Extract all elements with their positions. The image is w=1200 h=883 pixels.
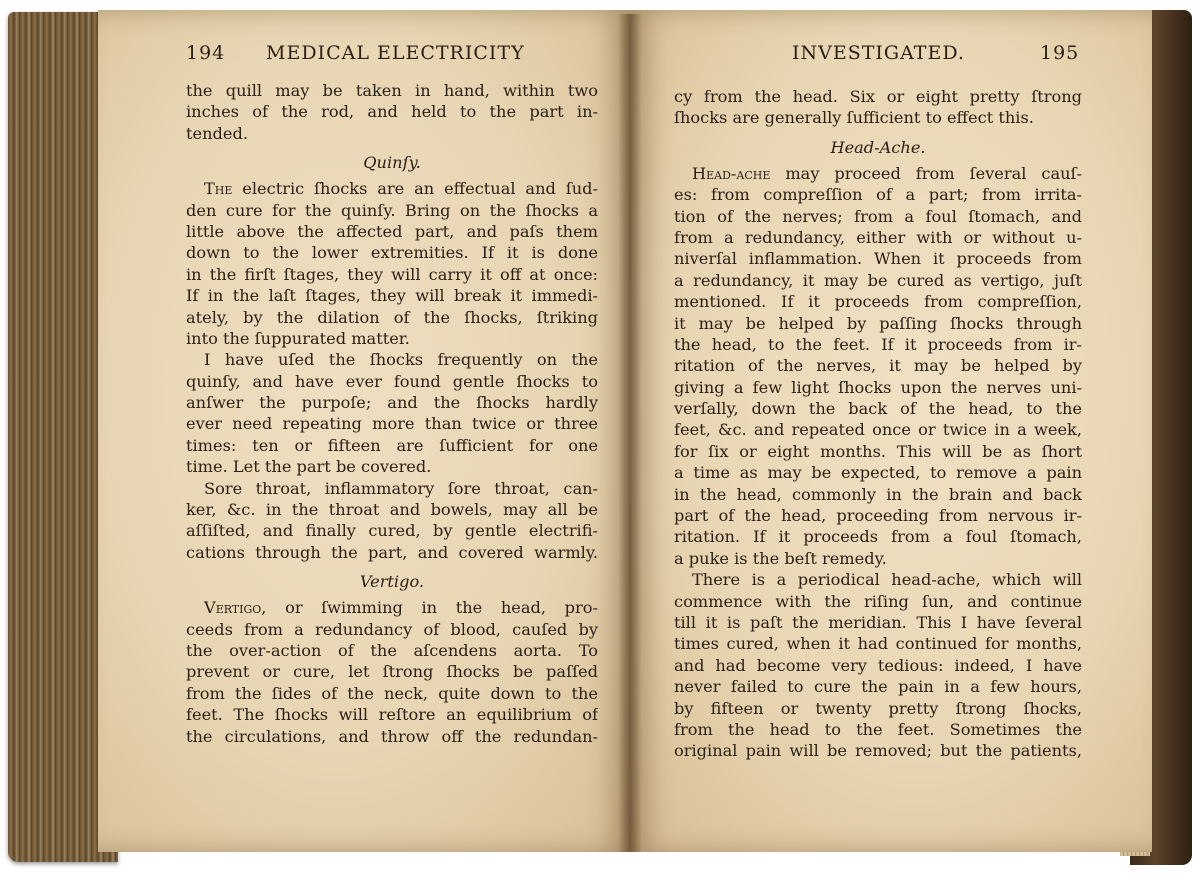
text-line: ately, by the dilation of the ſhocks, ſtriking — [186, 307, 598, 327]
section-heading-quinsy: Quinſy. — [363, 153, 421, 173]
text-line: feet. The ſhocks will reſtore an equilibrium of — [186, 705, 598, 725]
text-line: tion of the nerves; from a foul ſtomach, and — [674, 206, 1082, 226]
text-line: part of the head, proceeding from nervous ir- — [674, 506, 1082, 526]
text-line: from the head to the feet. Sometimes the — [674, 719, 1082, 739]
text-line: till it is paſt the meridian. This I have ſeveral — [674, 612, 1082, 632]
text-line: giving a few light ſhocks upon the nerves uni- — [674, 377, 1082, 397]
text-line: ceeds from a redundancy of blood, cauſed by — [186, 619, 598, 639]
text-line: mentioned. If it proceeds from compreſſion, — [674, 292, 1082, 312]
text-line: the head, to the feet. If it proceeds from ir- — [674, 334, 1082, 354]
text-line: from the ſides of the neck, quite down to the — [186, 683, 598, 703]
text-line: cy from the head. Six or eight pretty ſtrong — [674, 87, 1082, 106]
text-line: down to the lower extremities. If it is done — [186, 243, 598, 263]
text-line: the over-action of the aſcendens aorta. To — [186, 640, 598, 660]
text-line: There is a periodical head-ache, which will — [692, 570, 1082, 590]
right-page-text — [674, 86, 1082, 762]
page-number-left: 194 — [186, 42, 226, 64]
lead-word: The — [204, 179, 233, 199]
left-page — [98, 10, 630, 852]
text-line: a redundancy, it may be cured as vertigo, juſt — [674, 270, 1082, 290]
text-line: feet, &c. and repeated once or twice in a week, — [674, 420, 1082, 440]
text-line: cations through the part, and covered warmly. — [186, 542, 598, 562]
text-line: and had become very tedious: indeed, I have — [674, 655, 1082, 675]
text-line: original pain will be removed; but the patients, — [674, 741, 1082, 761]
page-number-right: 195 — [1040, 42, 1080, 64]
text-line: never failed to cure the pain in a few hours, — [674, 677, 1082, 697]
lead-word: Vertigo — [204, 598, 262, 618]
text-line: ker, &c. in the throat and bowels, may all be — [186, 500, 598, 520]
text-line: the circulations, and throw off the redundan- — [186, 726, 598, 746]
text-line: a puke is the beſt remedy. — [674, 548, 887, 568]
text-line: niverſal inflammation. When it proceeds from — [674, 249, 1082, 269]
text-line: anſwer the purpoſe; and the ſhocks hardly — [186, 393, 598, 413]
text-line: ritation. If it proceeds from a foul ſtomach, — [674, 527, 1082, 547]
text-line: tended. — [186, 123, 248, 143]
text-line: time. Let the part be covered. — [186, 457, 432, 477]
right-page — [630, 10, 1152, 852]
text-line: The electric ſhocks are an effectual and ſud- — [204, 179, 598, 199]
left-page-text — [186, 80, 598, 747]
text-line: Vertigo, or ſwimming in the head, pro- — [204, 598, 598, 618]
text-line: ritation of the nerves, it may be helped by — [674, 356, 1082, 376]
text-line: from a redundancy, either with or without u- — [674, 227, 1082, 247]
text-line: I have uſed the ſhocks frequently on the — [204, 350, 598, 370]
lead-word: Head-ache — [692, 163, 771, 183]
text-line: the quill may be taken in hand, within two — [186, 81, 598, 100]
text-line: for ſix or eight months. This will be as ſhort — [674, 441, 1082, 461]
text-line: into the ſuppurated matter. — [186, 328, 410, 348]
text-line: aſſiſted, and finally cured, by gentle electrifi- — [186, 521, 598, 541]
text-line: den cure for the quinſy. Bring on the ſhocks a — [186, 200, 598, 220]
text-line: inches of the rod, and held to the part in- — [186, 102, 598, 122]
text-line: times cured, when it had continued for months, — [674, 634, 1082, 654]
text-line: verſally, down the back of the head, to the — [674, 399, 1082, 419]
text-line: Sore throat, inflammatory ſore throat, can- — [204, 478, 598, 498]
text-line: ſhocks are generally ſufficient to effect this. — [674, 108, 1034, 128]
text-line: in the firſt ſtages, they will carry it off at once: — [186, 264, 598, 284]
text-line: times: ten or fifteen are ſufficient for one — [186, 435, 598, 455]
section-heading-vertigo: Vertigo. — [359, 572, 425, 592]
text-line: If in the laſt ſtages, they will break it immedi- — [186, 286, 598, 306]
book-gutter — [618, 14, 642, 852]
text-line: it may be helped by paſſing ſhocks through — [674, 313, 1082, 333]
text-line: prevent or cure, let ſtrong ſhocks be paſſed — [186, 662, 598, 682]
text-line: little above the affected part, and paſs them — [186, 221, 598, 241]
text-line: by fifteen or twenty pretty ſtrong ſhocks, — [674, 698, 1082, 718]
text-line: commence with the riſing ſun, and continue — [674, 591, 1082, 611]
text-line: ever need repeating more than twice or three — [186, 414, 598, 434]
text-line: a time as may be expected, to remove a pain — [674, 463, 1082, 483]
text-line: es: from compreſſion of a part; from irrita- — [674, 185, 1082, 205]
text-line: in the head, commonly in the brain and back — [674, 484, 1082, 504]
text-line: Head-ache may proceed from ſeveral cauſ- — [692, 163, 1082, 183]
running-head-right: INVESTIGATED. — [792, 42, 965, 64]
text-line: quinſy, and have ever found gentle ſhocks to — [186, 371, 598, 391]
section-heading-headache: Head-Ache. — [830, 137, 926, 157]
running-head-left: MEDICAL ELECTRICITY — [266, 42, 525, 64]
